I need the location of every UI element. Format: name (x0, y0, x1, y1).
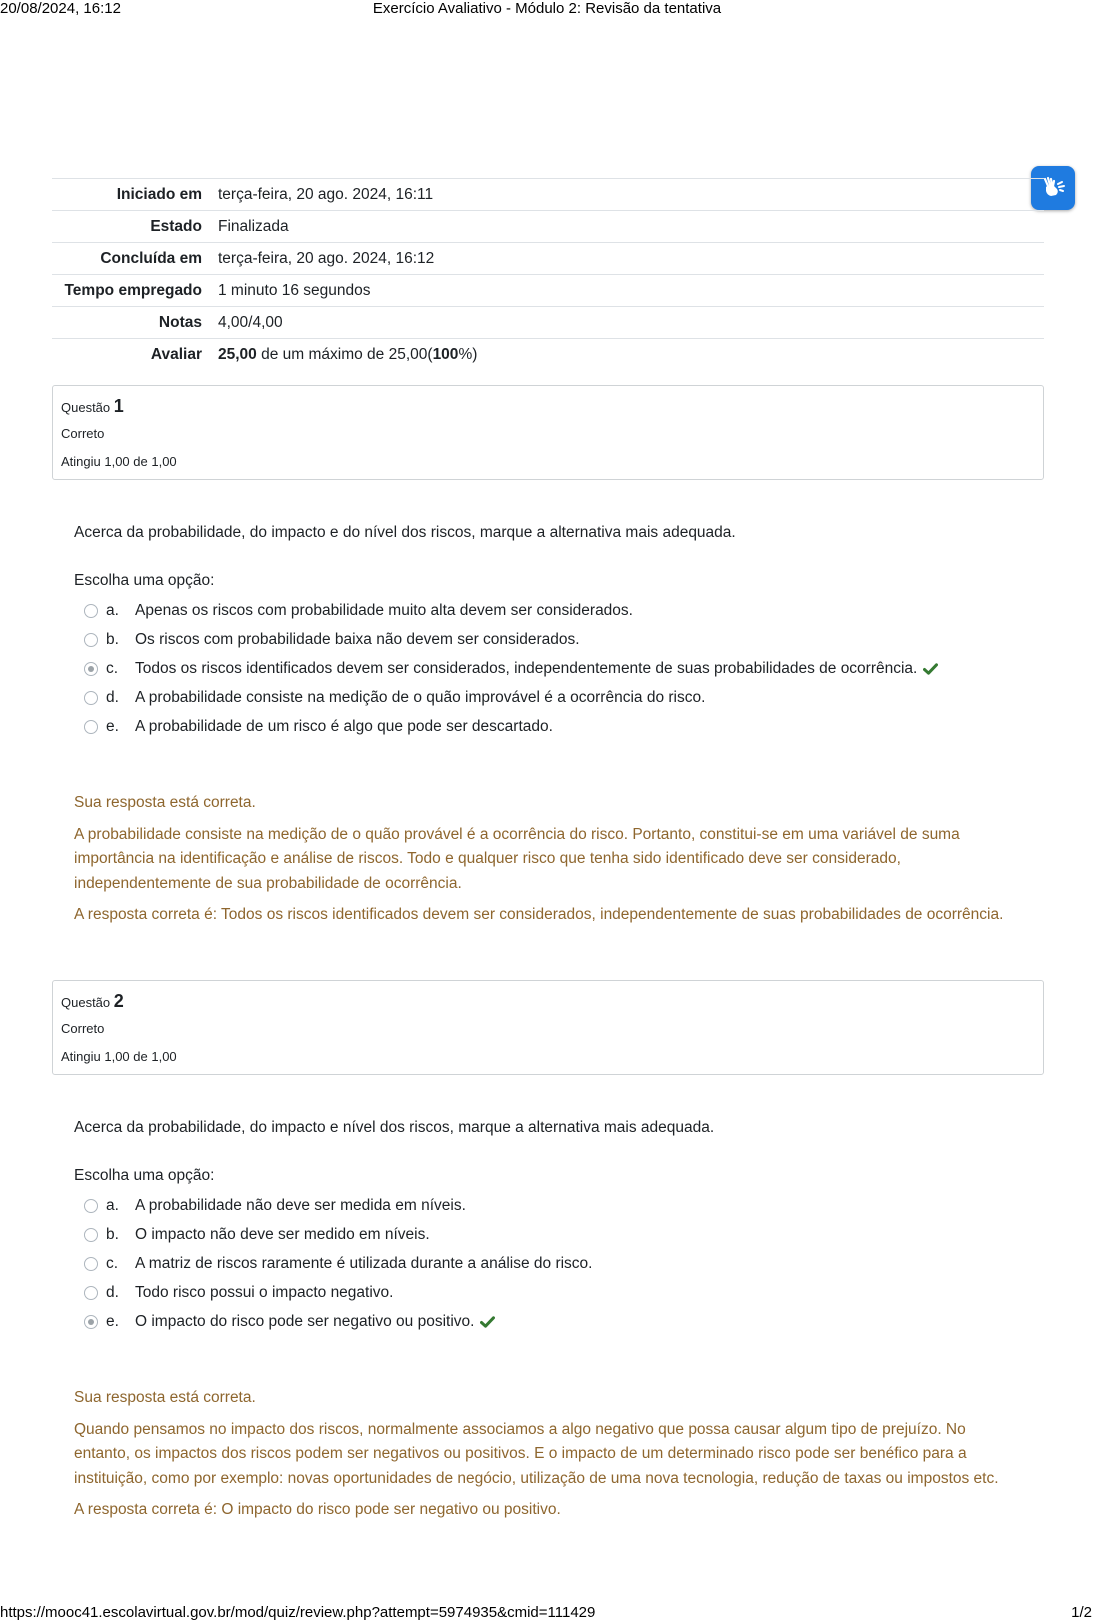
print-footer (0, 1604, 1094, 1622)
summary-row (52, 211, 1044, 243)
question-feedback (74, 791, 1024, 935)
summary-row (52, 179, 1044, 211)
radio-button[interactable] (84, 720, 98, 734)
option-letter: b. (106, 1225, 119, 1243)
question-info-box (52, 385, 1044, 480)
radio-button[interactable] (84, 1199, 98, 1213)
option-letter: c. (106, 659, 119, 677)
answer-option-selected[interactable] (84, 654, 938, 683)
summary-row (52, 275, 1044, 307)
summary-label: Estado (150, 218, 202, 235)
question-text: Acerca da probabilidade, do impacto e do nível dos riscos, marque a alternativa mais adequada. (74, 524, 736, 541)
question-text: Acerca da probabilidade, do impacto e nível dos riscos, marque a alternativa mais adequada. (74, 1119, 715, 1136)
answer-option[interactable] (84, 683, 938, 712)
option-text: O impacto não deve ser medido em níveis. (135, 1225, 430, 1243)
question-number-value: 2 (113, 991, 124, 1011)
summary-label: Avaliar (150, 346, 202, 363)
option-text: Todo risco possui o impacto negativo. (135, 1283, 394, 1301)
radio-button[interactable] (84, 1286, 98, 1300)
grade-score: 25,00 (218, 346, 257, 363)
radio-button[interactable] (84, 633, 98, 647)
answer-option[interactable] (84, 1191, 592, 1220)
answer-option-selected[interactable] (84, 1307, 592, 1336)
summary-row-grade (52, 339, 1044, 371)
feedback-status: Sua resposta está correta. (74, 794, 256, 811)
question-state: Correto (61, 1021, 105, 1036)
correct-check-icon (923, 663, 938, 675)
option-text: A matriz de riscos raramente é utilizada durante a análise do risco. (135, 1254, 593, 1272)
option-letter: b. (106, 630, 119, 648)
grade-suffix: %) (458, 346, 478, 363)
feedback-status: Sua resposta está correta. (74, 1389, 256, 1406)
answer-option[interactable] (84, 1278, 592, 1307)
radio-button[interactable] (84, 604, 98, 618)
feedback-right-answer: A resposta correta é: Todos os riscos identificados devem ser considerados, independentemente de suas probabilidades de ocorrência. (74, 906, 1004, 923)
option-letter: c. (106, 1254, 119, 1272)
feedback-general: Quando pensamos no impacto dos riscos, normalmente associamos a algo negativo que possa causar algum tipo de prejuízo. No entanto, os impactos dos riscos podem ser negativos ou positivos. E o impacto de um determinado risco pode ser benéfico para a instituição, como por exemplo: novas oportunidades de negócio, utilização de uma nova tecnologia, redução de taxas ou impostos etc. (74, 1420, 999, 1487)
summary-row (52, 307, 1044, 339)
option-text: A probabilidade não deve ser medida em níveis. (135, 1196, 466, 1214)
question-number (61, 987, 1035, 1015)
summary-label: Tempo empregado (64, 282, 202, 299)
correct-check-icon (480, 1316, 495, 1328)
radio-button[interactable] (84, 1228, 98, 1242)
summary-value: terça-feira, 20 ago. 2024, 16:11 (218, 186, 434, 203)
question-prefix: Questão (61, 995, 111, 1010)
summary-label: Iniciado em (116, 186, 202, 203)
feedback-right-answer: A resposta correta é: O impacto do risco pode ser negativo ou positivo. (74, 1501, 561, 1518)
answer-option[interactable] (84, 712, 938, 741)
summary-value: 4,00/4,00 (218, 314, 283, 331)
answer-option[interactable] (84, 1249, 592, 1278)
print-page-number: 1/2 (1071, 1604, 1092, 1621)
question-number (61, 392, 1035, 420)
answer-option[interactable] (84, 596, 938, 625)
answer-prompt: Escolha uma opção: (74, 572, 215, 589)
grade-percent: 100 (432, 346, 459, 363)
print-url: https://mooc41.escolavirtual.gov.br/mod/quiz/review.php?attempt=5974935&cmid=111429 (0, 1604, 596, 1621)
option-letter: a. (106, 1196, 119, 1214)
summary-row (52, 243, 1044, 275)
question-number-value: 1 (113, 396, 124, 416)
answer-prompt: Escolha uma opção: (74, 1167, 215, 1184)
question-prefix: Questão (61, 400, 111, 415)
summary-grade-value (210, 339, 1044, 371)
option-text: Os riscos com probabilidade baixa não devem ser considerados. (135, 630, 580, 648)
radio-button-checked[interactable] (84, 1315, 98, 1329)
option-text: Apenas os riscos com probabilidade muito alta devem ser considerados. (135, 601, 633, 619)
attempt-summary-table (52, 178, 1044, 370)
option-letter: d. (106, 688, 119, 706)
print-date: 20/08/2024, 16:12 (0, 0, 121, 17)
option-text: O impacto do risco pode ser negativo ou positivo. (135, 1312, 475, 1330)
summary-label: Concluída em (100, 250, 202, 267)
option-letter: a. (106, 601, 119, 619)
option-letter: d. (106, 1283, 119, 1301)
answer-options (84, 596, 938, 741)
answer-option[interactable] (84, 1220, 592, 1249)
summary-value: Finalizada (218, 218, 289, 235)
summary-value: 1 minuto 16 segundos (218, 282, 371, 299)
feedback-general: A probabilidade consiste na medição de o quão provável é a ocorrência do risco. Portanto, constitui-se em uma variável de suma importância na identificação e análise de riscos. Todo e qualquer risco que tenha sido identificado deve ser considerado, independentemente de sua probabilidade de ocorrência. (74, 825, 960, 892)
answer-options (84, 1191, 592, 1336)
radio-button[interactable] (84, 1257, 98, 1271)
option-letter: e. (106, 1312, 119, 1330)
print-header (0, 0, 1094, 18)
question-grade: Atingiu 1,00 de 1,00 (61, 454, 177, 469)
radio-button[interactable] (84, 691, 98, 705)
question-feedback (74, 1386, 1024, 1530)
option-text: Todos os riscos identificados devem ser considerados, independentemente de suas probabilidades de ocorrência. (135, 659, 918, 677)
answer-option[interactable] (84, 625, 938, 654)
radio-button-checked[interactable] (84, 662, 98, 676)
option-text: A probabilidade consiste na medição de o quão improvável é a ocorrência do risco. (135, 688, 706, 706)
summary-value: terça-feira, 20 ago. 2024, 16:12 (218, 250, 435, 267)
question-grade: Atingiu 1,00 de 1,00 (61, 1049, 177, 1064)
question-state: Correto (61, 426, 105, 441)
grade-middle: de um máximo de 25,00( (256, 346, 433, 363)
question-info-box (52, 980, 1044, 1075)
option-text: A probabilidade de um risco é algo que pode ser descartado. (135, 717, 553, 735)
summary-label: Notas (158, 314, 202, 331)
option-letter: e. (106, 717, 119, 735)
print-title: Exercício Avaliativo - Módulo 2: Revisão da tentativa (372, 0, 722, 17)
